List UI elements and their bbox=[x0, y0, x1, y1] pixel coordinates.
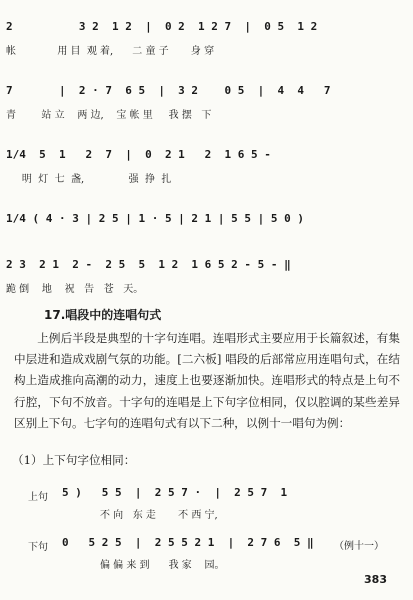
score-line-1-lyrics: 帐 用 目 观 着, 二 童 子 身 穿 bbox=[6, 46, 215, 57]
lower-phrase-lyrics: 偏 偏 来 到 我 家 园。 bbox=[100, 560, 225, 571]
upper-phrase-notes: 5 ) 5 5 | 2 5 7 · | 2 5 7 1 bbox=[62, 486, 288, 499]
lower-phrase-label: 下句 bbox=[28, 542, 48, 553]
score-line-4-notes: 1/4 ( 4 · 3 | 2 5 | 1 · 5 | 2 1 | 5 5 | 5 0 ) bbox=[6, 212, 305, 225]
score-line-3-notes: 1/4 5 1 2 7 | 0 2 1 2 1 6 5 - bbox=[6, 148, 271, 161]
upper-phrase-lyrics: 不 向 东 走 不 西 宁, bbox=[100, 510, 218, 521]
score-line-3-lyrics: 明 灯 七 盏, 强 挣 扎 bbox=[6, 174, 172, 185]
upper-phrase-label: 上句 bbox=[28, 492, 48, 503]
score-line-1-notes: 2 3 2 1 2 | 0 2 1 2 7 | 0 5 1 2 bbox=[6, 20, 318, 33]
score-line-2-notes: 7 | 2 · 7 6 5 | 3 2 0 5 | 4 4 7 bbox=[6, 84, 331, 97]
score-line-5-lyrics: 跪 倒 地 祝 告 苍 天。 bbox=[6, 284, 144, 295]
score-line-5-notes: 2 3 2 1 2 - 2 5 5 1 2 1 6 5 2 - 5 - ‖ bbox=[6, 258, 291, 271]
page-number: 383 bbox=[364, 573, 387, 586]
lower-phrase-notes: 0 5 2 5 | 2 5 5 2 1 | 2 7 6 5 ‖ bbox=[62, 536, 314, 549]
subheading: （1）上下句字位相同： bbox=[12, 453, 136, 467]
score-line-2-lyrics: 青 站 立 两 边, 宝 帐 里 我 摆 下 bbox=[6, 110, 212, 121]
body-paragraph: 上例后半段是典型的十字句连唱。连唱形式主要应用于长篇叙述，有集中层进和造成戏剧气氛的功能。[二六板] 唱段的后部常应用连唱句式，在结构上造成推向高潮的动力，速度上也要逐渐加快。连唱形式的特点是上句不行腔，下句不放音。十字句的连唱是上下句字位相同，仅以腔调的某些差异区别上下句。七字句的连唱句式有以下二种，以例十一唱句为例： bbox=[14, 331, 400, 430]
example-label: （例十一） bbox=[334, 541, 384, 552]
section-heading: 17.唱段中的连唱句式 bbox=[44, 308, 162, 322]
